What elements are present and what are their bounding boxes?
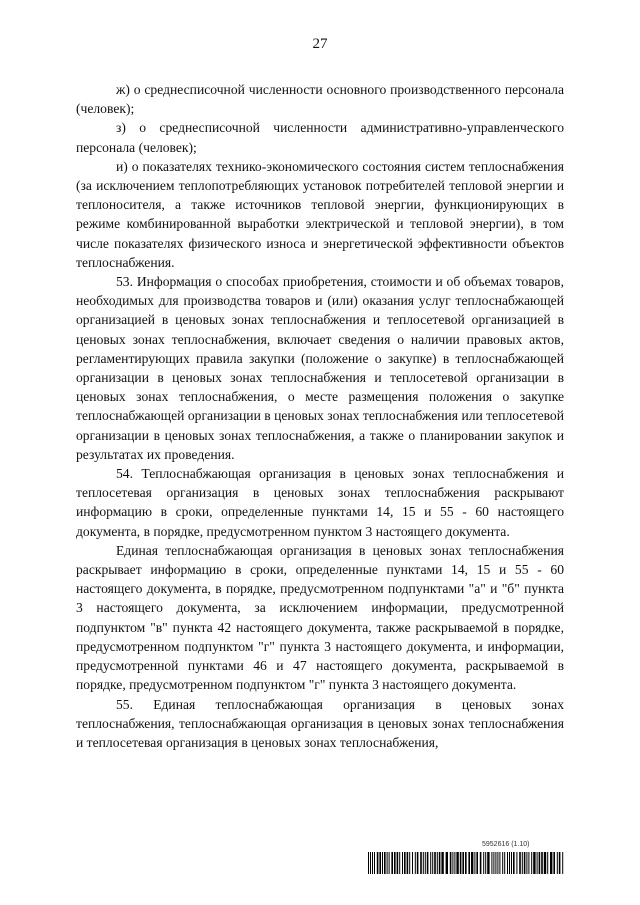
- paragraph-i: и) о показателях технико-экономического состояния систем теплоснабжения (за исключением теплопотребляющих установок потребителей тепловой энергии и теплоносителя, а также источников тепловой энергии, функционирующих в режиме комбинированной выработки электрической и тепловой энергии), в том числе показателях физического износа и энергетической эффективности объектов теплоснабжения.: [76, 158, 564, 270]
- paragraph-53: 53. Информация о способах приобретения, стоимости и об объемах товаров, необходимых для производства товаров и (или) оказания услуг теплоснабжающей организацией в ценовых зонах теплоснабжения и теплосетевой организацией в ценовых зонах теплоснабжения, включает сведения о наличии правовых актов, регламентирующих правила закупки (положение о закупке) в теплоснабжающей организации в ценовых зонах теплоснабжения и теплосетевой организации в ценовых зонах теплоснабжения, о месте размещения положения о закупке теплоснабжающей организации в ценовых зонах теплоснабжения или теплосетевой организации в ценовых зонах теплоснабжения, а также о планировании закупок и результатах их проведения.: [76, 274, 564, 462]
- paragraph-unified-org: Единая теплоснабжающая организация в ценовых зонах теплоснабжения раскрывает информацию в сроки, определенные пунктами 14, 15 и 55 - 60 настоящего документа, в порядке, предусмотренном подпунктами "а" и "б" пункта 3 настоящего документа, за исключением информации, предусмотренной подпунктом "в" пункта 42 настоящего документа, также раскрываемой в порядке, предусмотренном подпунктом "г" пункта 3 настоящего документа, и информации, предусмотренной пунктами 46 и 47 настоящего документа, раскрываемой в порядке, предусмотренном подпунктом "г" пункта 3 настоящего документа.: [76, 542, 564, 693]
- paragraph-55: 55. Единая теплоснабжающая организация в ценовых зонах теплоснабжения, теплоснабжающая организация в ценовых зонах теплоснабжения и теплосетевая организация в ценовых зонах теплоснабжения,: [76, 696, 564, 750]
- barcode-caption: 5952616 (1.10): [482, 841, 530, 848]
- page-number: 27: [312, 36, 328, 52]
- paragraph-z: з) о среднесписочной численности административно-управленческого персонала (человек);: [76, 120, 564, 155]
- document-body: [76, 80, 564, 752]
- paragraph-54: 54. Теплоснабжающая организация в ценовых зонах теплоснабжения и теплосетевая организация в ценовых зонах теплоснабжения раскрывают информацию в сроки, определенные пунктами 14, 15 и 55 - 60 настоящего документа, в порядке, предусмотренном пунктом 3 настоящего документа.: [76, 466, 564, 539]
- paragraph-zh: ж) о среднесписочной численности основного производственного персонала (человек);: [76, 82, 564, 117]
- barcode-image: [368, 852, 564, 874]
